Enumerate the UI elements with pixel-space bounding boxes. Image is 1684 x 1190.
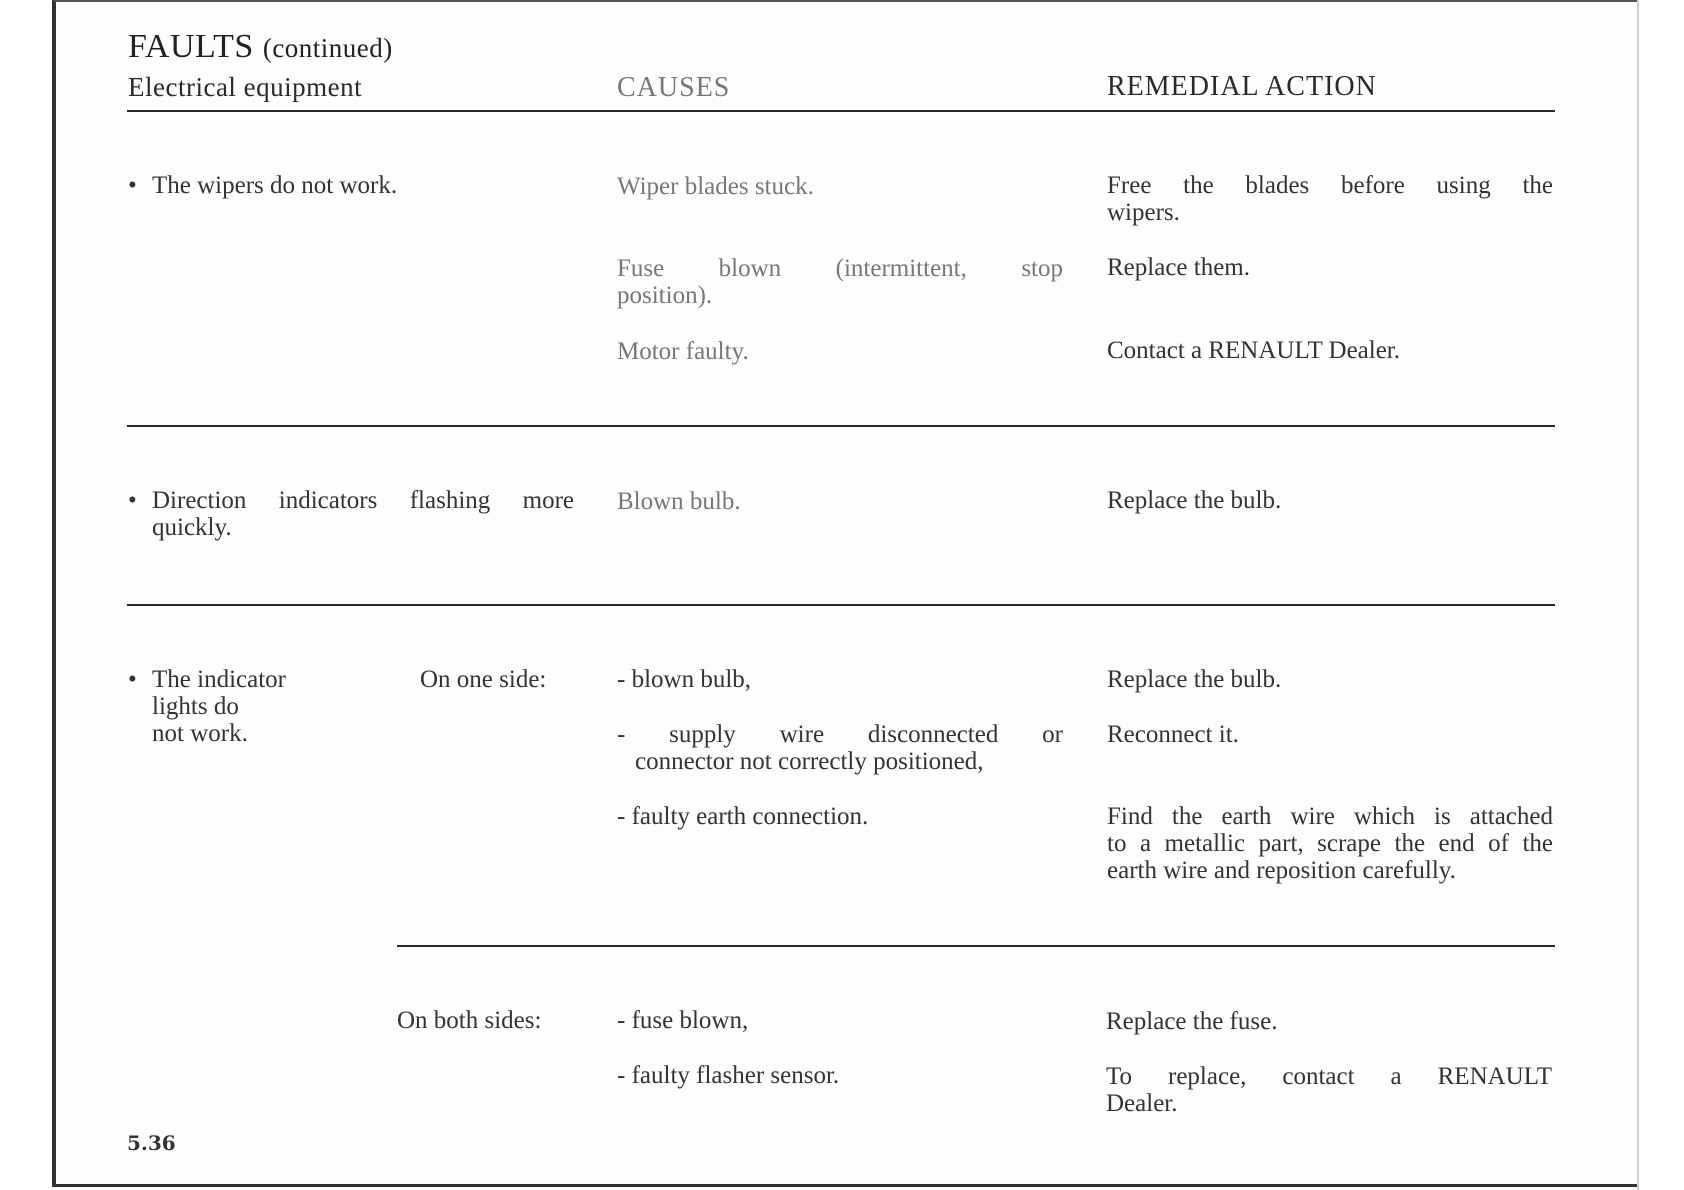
remedy-replace-fuse: Replace the fuse. bbox=[1106, 1008, 1278, 1035]
cause-fuse-blown-both: - fuse blown, bbox=[617, 1007, 749, 1034]
section-divider bbox=[127, 425, 1555, 427]
subsection-divider bbox=[397, 945, 1555, 947]
bullet-icon: • bbox=[128, 487, 137, 514]
page-number: 5.36 bbox=[127, 1131, 176, 1155]
header-rule bbox=[127, 110, 1555, 112]
remedy-contact-dealer: Contact a RENAULT Dealer. bbox=[1107, 337, 1400, 364]
section-subtitle: Electrical equipment bbox=[128, 72, 363, 102]
cause-motor-faulty: Motor faulty. bbox=[617, 338, 749, 365]
section-divider bbox=[127, 604, 1555, 606]
remedy-reconnect: Reconnect it. bbox=[1107, 721, 1239, 748]
fault-indicator-lights: • The indicator lights do not work. bbox=[128, 666, 286, 747]
remedy-contact-dealer-both: To replace, contact a RENAULT Dealer. bbox=[1106, 1063, 1552, 1117]
cause-blown-bulb: Blown bulb. bbox=[617, 488, 741, 515]
remedy-replace-bulb: Replace the bulb. bbox=[1107, 487, 1282, 514]
one-side-label: On one side: bbox=[420, 666, 547, 693]
page-title bbox=[128, 28, 393, 66]
bullet-icon: • bbox=[128, 666, 137, 693]
title-suffix: (continued) bbox=[262, 33, 393, 63]
remedy-replace-them: Replace them. bbox=[1107, 254, 1250, 281]
cause-supply-wire: - supply wire disconnected or connector not correctly positioned, bbox=[617, 721, 1063, 775]
both-sides-label: On both sides: bbox=[397, 1007, 542, 1034]
title-text: FAULTS bbox=[128, 28, 254, 65]
cause-flasher-sensor: - faulty flasher sensor. bbox=[617, 1062, 840, 1089]
remedial-action-column-header: REMEDIAL ACTION bbox=[1107, 71, 1377, 102]
remedy-replace-bulb-one-side: Replace the bulb. bbox=[1107, 666, 1282, 693]
remedy-earth-wire: Find the earth wire which is attached to a metallic part, scrape the end of the earth wire and reposition carefully. bbox=[1107, 803, 1553, 884]
cause-fuse-blown: Fuse blown (intermittent, stop position). bbox=[617, 255, 1063, 309]
cause-wiper-blades: Wiper blades stuck. bbox=[617, 173, 814, 200]
fault-wipers: • The wipers do not work. bbox=[128, 172, 398, 199]
page-edge bbox=[1637, 0, 1639, 1190]
cause-blown-bulb-one-side: - blown bulb, bbox=[617, 666, 752, 693]
fault-direction-indicators: • Direction indicators flashing more quickly. bbox=[128, 487, 574, 541]
cause-faulty-earth: - faulty earth connection. bbox=[617, 803, 869, 830]
causes-column-header: CAUSES bbox=[617, 72, 731, 103]
bullet-icon: • bbox=[128, 172, 137, 199]
remedy-free-blades: Free the blades before using the wipers. bbox=[1107, 172, 1553, 226]
